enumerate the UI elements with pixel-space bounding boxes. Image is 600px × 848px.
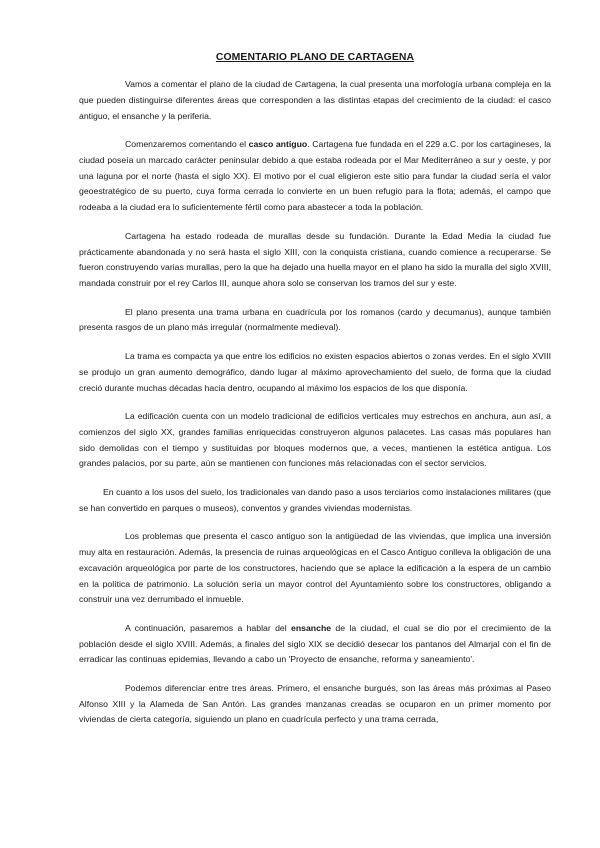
paragraph-trama — [79, 349, 551, 396]
paragraph-text: . Cartagena fue fundada en el 229 a.C. por los cartagineses, la ciudad poseía un marcado carácter peninsular debido a que estaba rodeada por el Mar Mediterráneo a sur y oeste, y por una laguna por el norte (hasta el siglo XX). El motivo por el cual eligieron este sitio para fundar la ciudad sería el valor geoestratégico de su puerto, cuya forma cerrada lo convierte en un buen refugio para la flota; además, el campo que rodeaba a la ciudad era lo suficientemente fértil como para abastecer a toda la población. — [79, 139, 551, 213]
document-page — [79, 52, 551, 741]
paragraph-text: El plano presenta una trama urbana en cuadrícula por los romanos (cardo y decumanus), aunque también presenta rasgos de un plano más irregular (normalmente medieval). — [79, 306, 551, 333]
paragraph-ensanche — [79, 621, 551, 668]
paragraph-text: La edificación cuenta con un modelo tradicional de edificios verticales muy estrechos en anchura, aun así, a comienzos del siglo XX, grandes familias enriquecidas construyeron algunos palacetes. Las casas más populares han sido demolidas con el tiempo y sustituidas por bloques modernos que, a veces, mantienen la estética antigua. Los grandes palacios, por su parte, aún se mantienen con funciones más relacionadas con el sector servicios. — [79, 410, 551, 469]
bold-term-ensanche: ensanche — [291, 622, 332, 633]
paragraph-intro — [79, 77, 551, 124]
paragraph-usos-suelo — [79, 485, 551, 517]
paragraph-text: La trama es compacta ya que entre los edificios no existen espacios abiertos o zonas verdes. En el siglo XVIII se produjo un gran aumento demográfico, dando lugar al máximo aprovechamiento del suelo, de forma que la ciudad creció durante muchas décadas hacia dentro, ocupando al máximo los espacios de los que disponía. — [79, 350, 551, 393]
paragraph-text: Vamos a comentar el plano de la ciudad de Cartagena, la cual presenta una morfología urbana compleja en la que pueden distinguirse diferentes áreas que corresponden a las distintas etapas del crecimiento de la ciudad: el casco antiguo, el ensanche y la periferia. — [79, 79, 551, 121]
paragraph-murallas — [79, 229, 551, 292]
paragraph-tres-areas — [79, 681, 551, 728]
paragraph-plano — [79, 305, 551, 337]
paragraph-edificacion — [79, 409, 551, 472]
paragraph-text: Podemos diferenciar entre tres áreas. Primero, el ensanche burgués, son las áreas más próximas al Paseo Alfonso XIII y la Alameda de San Antón. Las grandes manzanas creadas se ocuparon en un primer momento por viviendas de cierta categoría, siguiendo un plano en cuadrícula perfecto y una trama cerrada, — [79, 682, 551, 725]
paragraph-casco-antiguo — [79, 137, 551, 216]
paragraph-text: En cuanto a los usos del suelo, los tradicionales van dando paso a usos terciarios como instalaciones militares (que se han convertido en parques o museos), conventos y grandes viviendas modernistas. — [79, 486, 551, 513]
paragraph-text: Los problemas que presenta el casco antiguo son la antigüedad de las viviendas, que implica una inversión muy alta en restauración. Además, la presencia de ruinas arqueológicas en el Casco Antiguo conlleva la obligación de una excavación arqueológica por parte de los constructores, haciendo que se aplace la edificación a la espera de un cambio en la política de patrimonio. La solución sería un mayor control del Ayuntamiento sobre los constructores, obligando a construir una vez derrumbado el inmueble. — [79, 531, 551, 605]
bold-term-casco-antiguo: casco antiguo — [248, 139, 308, 150]
paragraph-text: Cartagena ha estado rodeada de murallas desde su fundación. Durante la Edad Media la ciudad fue prácticamente abandonada y no será hasta el siglo XIII, con la conquista cristiana, cuando comience a recuperarse. Se fueron construyendo varias murallas, pero la que ha dejado una huella mayor en el plano ha sido la muralla del siglo XVIII, mandada construir por el rey Carlos III, aunque ahora solo se conservan los tramos del sur y este. — [79, 230, 551, 289]
paragraph-text: de la ciudad, el cual se dio por el crecimiento de la población desde el siglo XVIII. Además, a finales del siglo XIX se decidió desecar los pantanos del Almarjal con el fin de erradicar las continuas epidemias, llevando a cabo un 'Proyecto de ensanche, reforma y saneamiento'. — [79, 622, 552, 665]
paragraph-problemas — [79, 529, 551, 608]
paragraph-text: A continuación, pasaremos a hablar del — [125, 622, 291, 633]
document-title: COMENTARIO PLANO DE CARTAGENA — [215, 52, 415, 63]
paragraph-text: Comenzaremos comentando el — [125, 139, 249, 150]
